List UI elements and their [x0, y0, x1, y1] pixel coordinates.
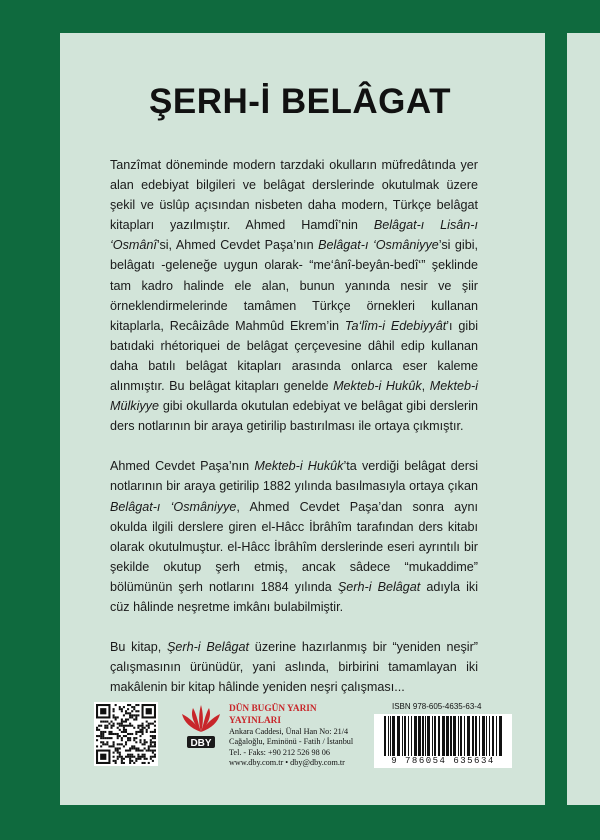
- publisher-phone: Tel. - Faks: +90 212 526 98 06: [229, 747, 330, 757]
- barcode: [374, 714, 512, 756]
- italic-title-text: Mekteb-i Hukûk: [333, 379, 422, 394]
- back-cover-text: [110, 155, 478, 717]
- italic-title-text: Belâgat-ı Lisân-ı ‘Osmânî: [110, 218, 478, 253]
- italic-title-text: Belâgat-ı ‘Osmâniyye: [318, 238, 439, 253]
- publisher-logo-icon: [176, 704, 226, 762]
- publisher-name: DÜN BUGÜN YARIN YAYINLARI: [229, 704, 317, 726]
- italic-title-text: Mekteb-i Hukûk: [254, 459, 344, 474]
- isbn-block: [374, 702, 512, 766]
- spine-panel: [567, 33, 600, 805]
- paragraph-1: [110, 155, 478, 436]
- isbn-label: ISBN 978-605-4635-63-4: [392, 702, 482, 711]
- paragraph-3: [110, 637, 478, 697]
- paragraph-text: ,: [421, 379, 430, 394]
- barcode-digits: 9 786054 635634: [374, 756, 512, 768]
- paragraph-2: [110, 456, 478, 617]
- paragraph-text: ’ı gibi batıdaki rhétoriquei de belâgat çerçevesine dâhil edip kullanan daha batılı belâgat kitapları arasında onlarca eser kaleme alınmıştır. Bu belâgat kitapları genelde: [110, 318, 478, 394]
- italic-title-text: Şerh-i Belâgat: [337, 579, 421, 594]
- publisher-info: [229, 703, 369, 769]
- book-title: ŞERH-İ BELÂGAT: [149, 82, 451, 121]
- paragraph-text: ’si gibi, belâgatı -geleneğe uygun olarak- “me‘ânî-beyân-bedî‘” şeklinde tam kadro halinde ele alan, bunun yanında nesir ve şiir örneklendirmelerinde tamâmen Türkçe örnekleri kullanan kitaplarla, Recâizâde Mahmûd Ekrem’in: [110, 238, 478, 333]
- footer: [94, 702, 514, 767]
- italic-title-text: Şerh-i Belâgat: [167, 640, 250, 655]
- paragraph-text: gibi okullarda okutulan edebiyat ve belâgat gibi derslerin ders notlarının bir araya getirilip bastırılması ile ortaya çıkmıştır.: [110, 399, 478, 434]
- publisher-address-1: Ankara Caddesi, Ünal Han No: 21/4: [229, 727, 349, 736]
- paragraph-text: ’si, Ahmed Cevdet Paşa’nın: [156, 238, 319, 253]
- paragraph-text: üzerine hazırlanmış bir “yeniden neşir” çalışmasının ürünüdür, yani aslında, birbirini tamamlayan iki makâlenin bir kitap hâlinde yeniden neşri çalışması...: [110, 640, 478, 695]
- paragraph-text: , Ahmed Cevdet Paşa’dan sonra aynı okulda ilgili derslere giren el-Hâcc İbrâhîm tarafından ders kitabı olarak okutulmuştur. el-Hâcc İbrâhîm derslerinde eseri ayrıntılı bir şekilde okutup şerh etmiş, ancak sâdece “mukaddime” bölümünün şerh notlarını 1884 yılında: [110, 499, 478, 594]
- qr-code: [94, 702, 158, 766]
- italic-title-text: Mekteb-i Mülkiyye: [110, 379, 478, 414]
- publisher-web: www.dby.com.tr • dby@dby.com.tr: [229, 758, 345, 768]
- paragraph-text: Ahmed Cevdet Paşa’nın: [110, 459, 255, 474]
- paragraph-text: Bu kitap,: [110, 640, 167, 655]
- paragraph-text: ’ta verdiği belâgat dersi notlarının bir araya getirilip 1882 yılında basılmasıyla ortaya çıkan: [110, 459, 478, 494]
- logo-text: DBY: [190, 738, 212, 749]
- paragraph-text: adıyla iki cüz hâlinde neşretme imkânı bulabilmiştir.: [110, 579, 478, 614]
- paragraph-text: Tanzîmat döneminde modern tarzdaki okulların müfredâtında yer alan edebiyat bilgileri ve belâgat derslerinde okutulmak üzere şekil ve üslûp açısından nisbeten daha modern, Türkçe belâgat kitapları yazılmıştır. Ahmed Hamdî’nin: [110, 158, 478, 233]
- italic-title-text: Belâgat-ı ‘Osmâniyye: [110, 499, 237, 514]
- italic-title-text: Ta‘lîm-i Edebiyyât: [344, 318, 447, 333]
- publisher-address-2: Cağaloğlu, Eminönü - Fatih / İstanbul: [229, 737, 354, 747]
